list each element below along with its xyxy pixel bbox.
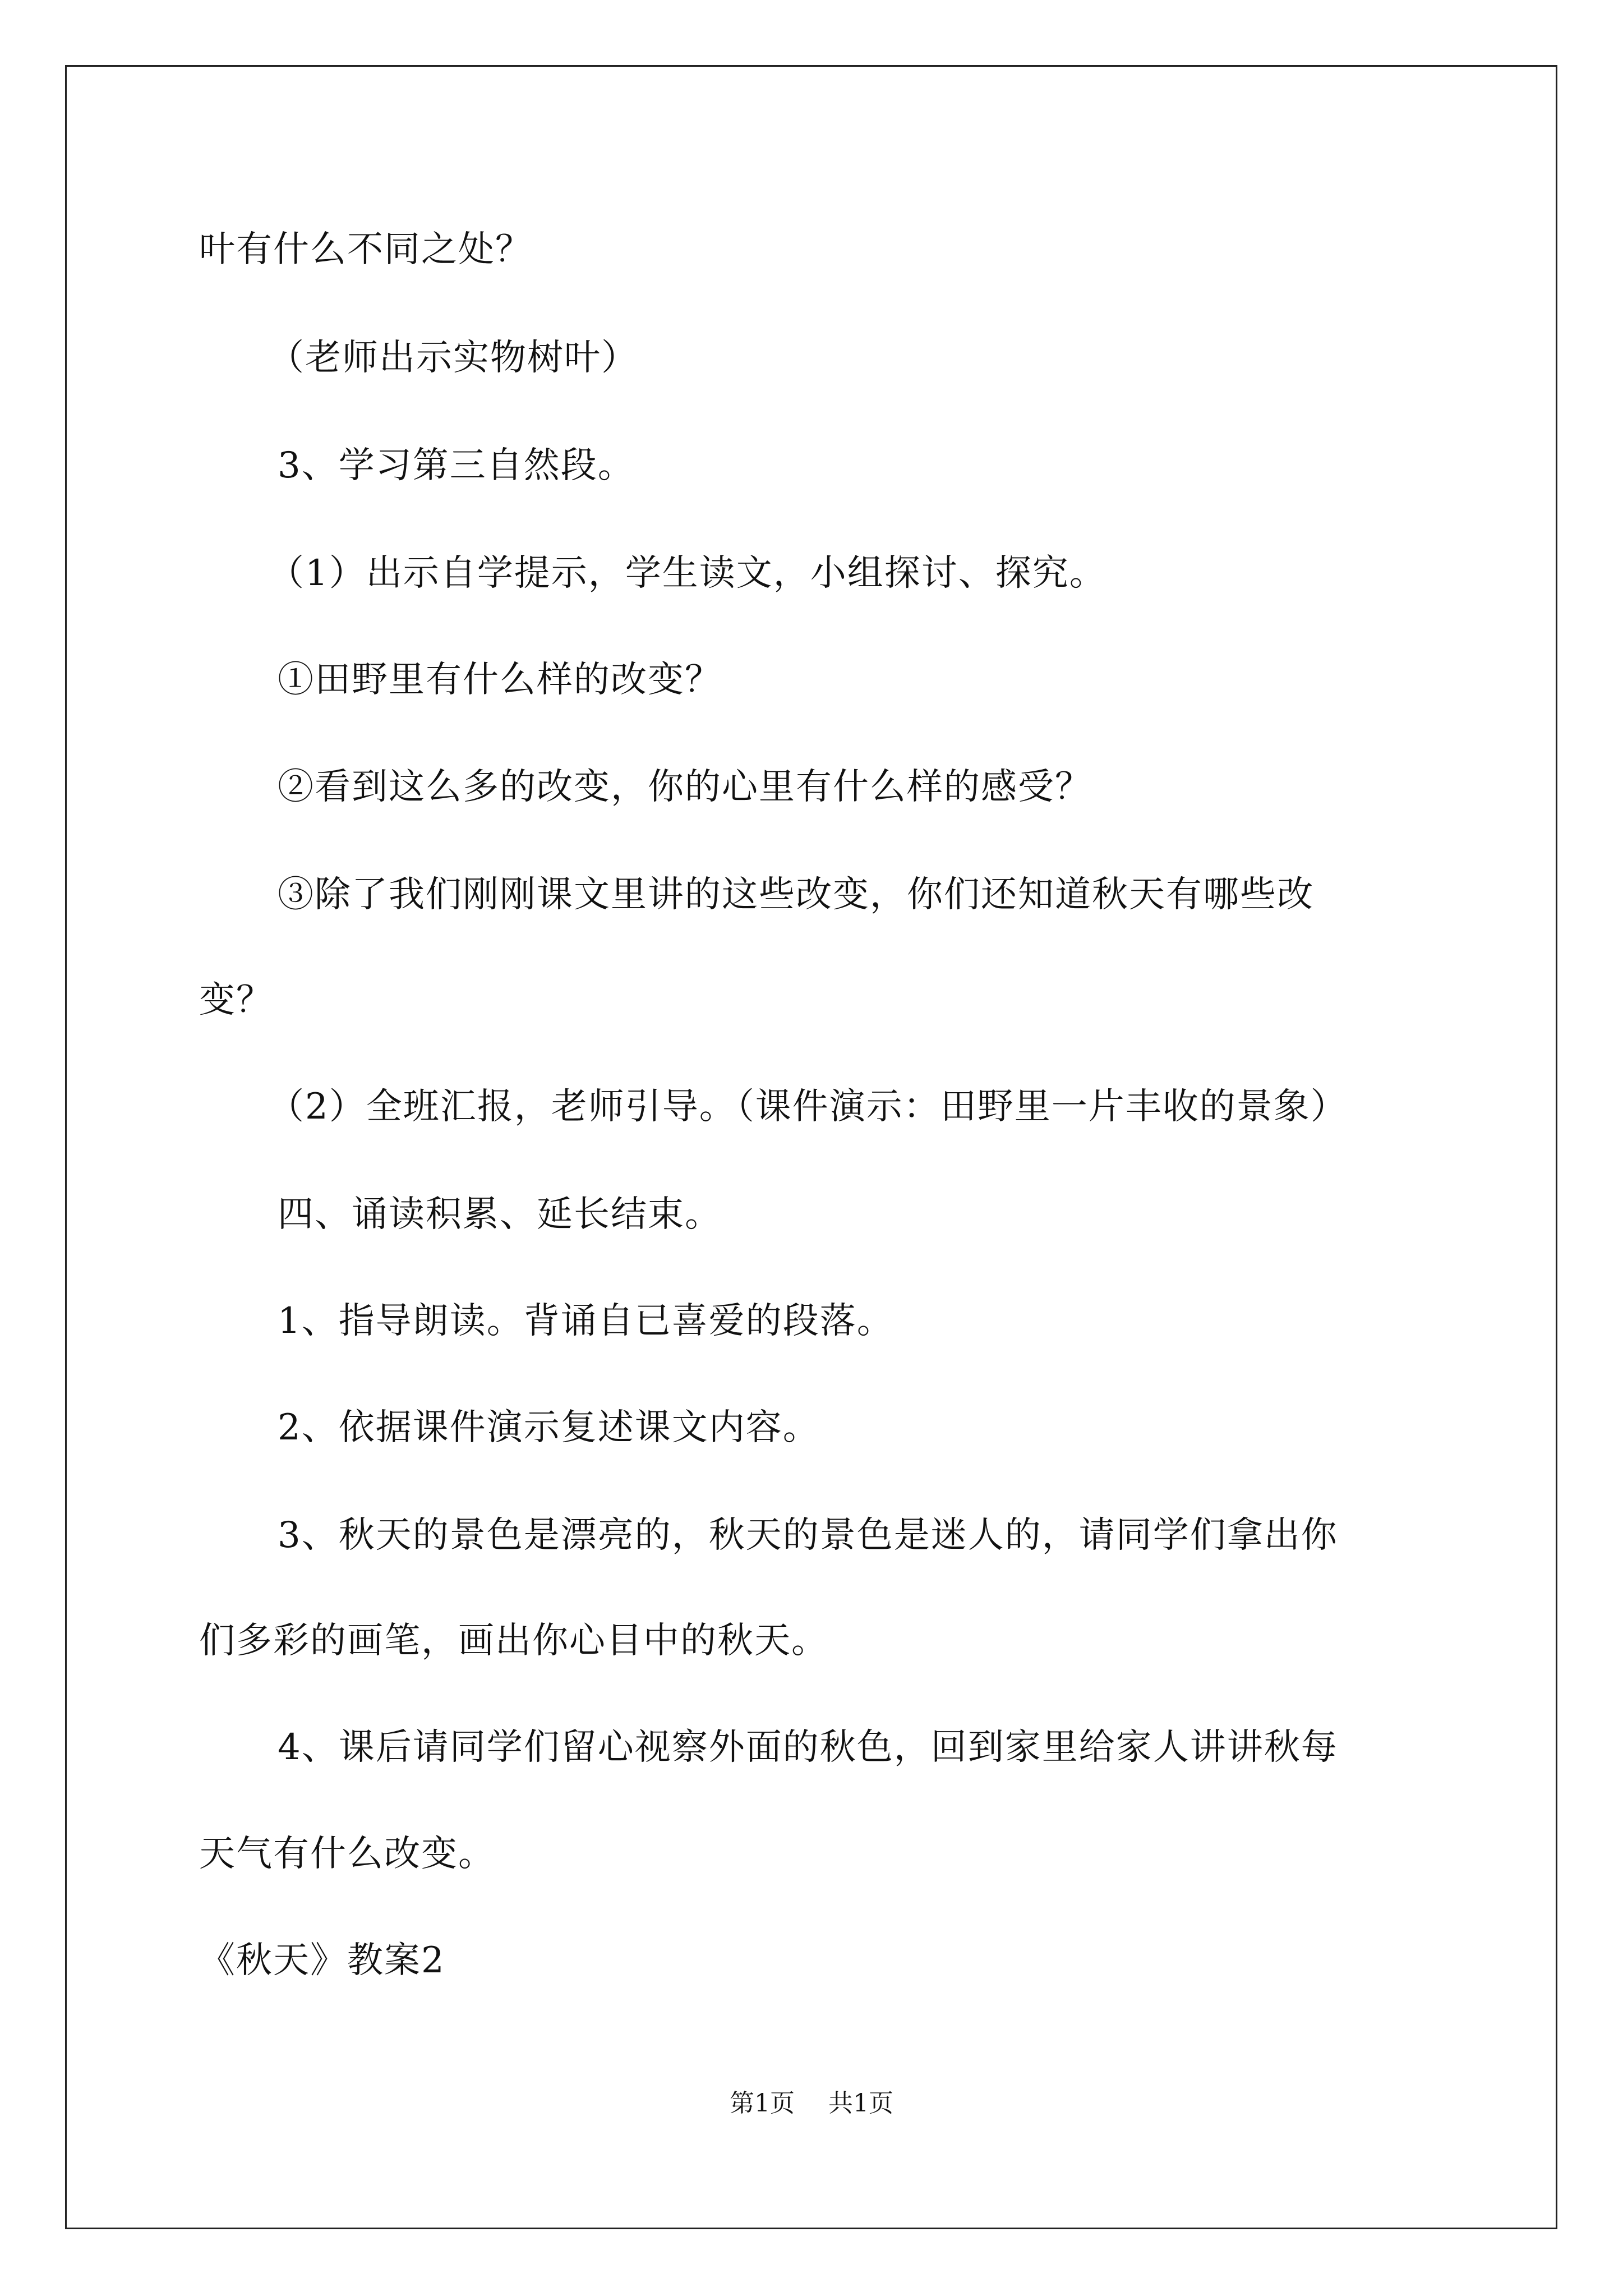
page-number: 第1页 [730, 2089, 795, 2118]
text-line: 4、课后请同学们留心视察外面的秋色，回到家里给家人讲讲秋每 [278, 1727, 1338, 1768]
page-total: 共1页 [828, 2089, 893, 2118]
section-heading: 四、诵读积累、延长结束。 [278, 1194, 722, 1235]
text-line: 变？ [199, 979, 273, 1021]
text-line: （老师出示实物树叶） [268, 337, 638, 379]
text-line: ②看到这么多的改变，你的心里有什么样的感受？ [278, 766, 1092, 808]
text-line: 3、学习第三自然段。 [278, 445, 635, 486]
text-line: 叶有什么不同之处？ [199, 229, 532, 270]
document-title: 《秋天》教案2 [199, 1940, 445, 1981]
text-line: 天气有什么改变。 [199, 1833, 495, 1875]
text-line: 1、指导朗读。背诵自已喜爱的段落。 [278, 1300, 894, 1342]
text-line: 3、秋天的景色是漂亮的，秋天的景色是迷人的，请同学们拿出你 [278, 1515, 1338, 1556]
text-line: （1）出示自学提示，学生读文，小组探讨、探究。 [268, 553, 1106, 594]
page-footer [0, 2087, 1623, 2120]
text-line: ①田野里有什么样的改变？ [278, 659, 722, 701]
text-line: ③除了我们刚刚课文里讲的这些改变，你们还知道秋天有哪些改 [278, 874, 1314, 915]
text-line: 2、依据课件演示复述课文内容。 [278, 1407, 820, 1448]
text-line: 们多彩的画笔，画出你心目中的秋天。 [199, 1620, 828, 1662]
text-line: （2）全班汇报，老师引导。（课件演示：田野里一片丰收的景象） [268, 1086, 1348, 1128]
page-frame [65, 65, 1557, 2229]
